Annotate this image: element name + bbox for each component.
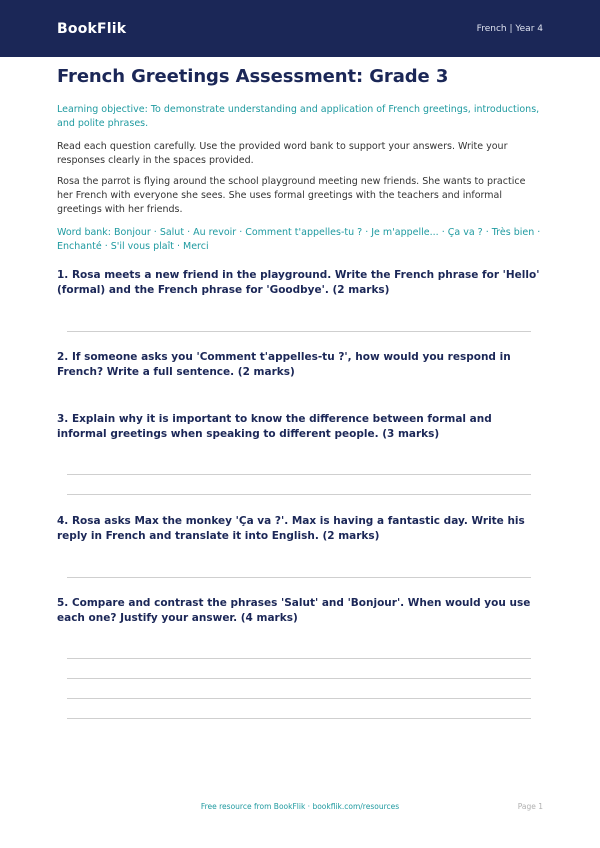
scenario-text: Rosa the parrot is flying around the school playground meeting new friends. She wants to practice her French with everyone she sees. She uses formal greetings with the teachers and informal greetings with her friends.	[57, 176, 526, 215]
answer-line[interactable]	[67, 658, 531, 659]
answer-line[interactable]	[67, 474, 531, 475]
footer-link[interactable]: Free resource from BookFlik · bookflik.com/resources	[200, 802, 400, 811]
question-1: 1. Rosa meets a new friend in the playground. Write the French phrase for 'Hello' (formal) and the French phrase for 'Goodbye'. (2 marks)	[57, 269, 540, 296]
intro-section	[57, 66, 543, 254]
answer-line[interactable]	[67, 718, 531, 719]
subject-year-label: French | Year 4	[476, 23, 543, 34]
answer-line[interactable]	[67, 577, 531, 578]
question-5: 5. Compare and contrast the phrases 'Salut' and 'Bonjour'. When would you use each one? Justify your answer. (4 marks)	[57, 597, 531, 624]
page-number: Page 1	[517, 802, 543, 811]
question-3: 3. Explain why it is important to know the difference between formal and informal greetings when speaking to different people. (3 marks)	[57, 413, 492, 440]
instructions-text: Read each question carefully. Use the provided word bank to support your answers. Write your responses clearly in the spaces provided.	[57, 141, 508, 166]
answer-line[interactable]	[67, 698, 531, 699]
answer-line[interactable]	[67, 678, 531, 679]
page-title: French Greetings Assessment: Grade 3	[57, 66, 449, 87]
answer-line[interactable]	[67, 494, 531, 495]
learning-objective: Learning objective: To demonstrate understanding and application of French greetings, introductions, and polite phrases.	[57, 104, 540, 129]
page-header	[0, 0, 600, 57]
question-4: 4. Rosa asks Max the monkey 'Ça va ?'. Max is having a fantastic day. Write his reply in French and translate it into English. (2 marks)	[57, 515, 525, 542]
word-bank: Word bank: Bonjour · Salut · Au revoir · Comment t'appelles-tu ? · Je m'appelle... · Ça va ? · Très bien · Enchanté · S'il vous plaît · Merci	[57, 227, 541, 252]
answer-line[interactable]	[67, 331, 531, 332]
brand-logo: BookFlik	[57, 20, 127, 37]
question-2: 2. If someone asks you 'Comment t'appelles-tu ?', how would you respond in French? Write a full sentence. (2 marks)	[57, 351, 511, 378]
